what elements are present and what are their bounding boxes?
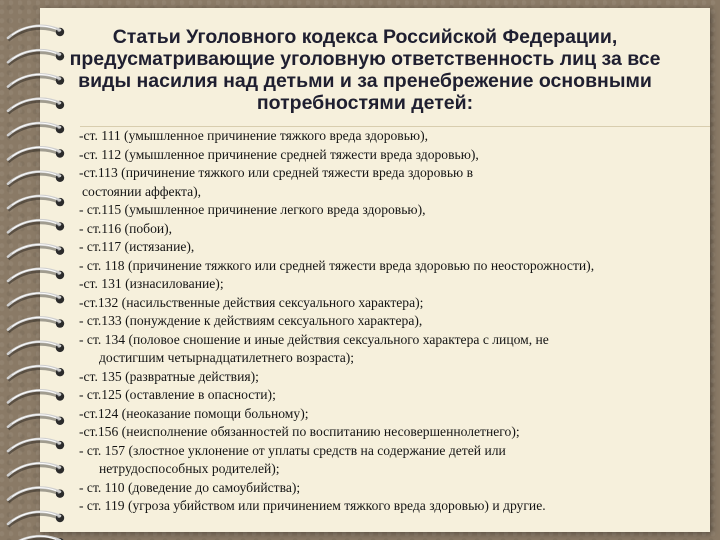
binding-ring	[8, 269, 64, 283]
binding-ring	[8, 147, 64, 161]
page-title: Статьи Уголовного кодекса Российской Федерации, предусматривающие уголовную ответственность лиц за все виды насилия над детьми и за пренебрежение основными потребностями детей:	[69, 26, 661, 114]
list-item: - ст.125 (оставление в опасности);	[79, 387, 276, 402]
binding-ring	[8, 512, 64, 526]
binding-ring	[8, 196, 64, 210]
list-item: - ст. 157 (злостное уклонение от уплаты средств на содержание детей или нетрудоспособных родителей);	[79, 442, 709, 479]
list-item: - ст.117 (истязание),	[79, 239, 195, 254]
article-list	[79, 127, 709, 516]
list-item: - ст. 119 (угроза убийством или причинением тяжкого вреда здоровью) и другие.	[79, 498, 546, 513]
binding-ring	[8, 488, 64, 502]
list-item: - ст.115 (умышленное причинение легкого вреда здоровью),	[79, 202, 426, 217]
binding-ring	[8, 123, 64, 137]
list-item: - ст. 110 (доведение до самоубийства);	[79, 479, 301, 495]
list-item: -ст. 112 (умышленное причинение средней тяжести вреда здоровью),	[79, 146, 479, 162]
list-item: -ст.132 (насильственные действия сексуального характера);	[79, 294, 424, 310]
list-item: - ст. 134 (половое сношение и иные действия сексуального характера с лицом, не достигшим четырнадцатилетнего возраста);	[79, 331, 709, 368]
binding-ring	[8, 439, 64, 453]
list-item: -ст.124 (неоказание помощи больному);	[79, 405, 309, 421]
binding-ring	[8, 342, 64, 356]
list-item-continuation: состоянии аффекта),	[82, 183, 202, 199]
binding-ring	[8, 293, 64, 307]
binding-ring	[8, 366, 64, 380]
binding-ring	[8, 463, 64, 477]
binding-ring	[8, 220, 64, 234]
binding-ring	[8, 536, 64, 540]
list-item: - ст. 118 (причинение тяжкого или средней тяжести вреда здоровью по неосторожности),	[79, 257, 595, 273]
list-item: -ст. 111 (умышленное причинение тяжкого вреда здоровью),	[79, 128, 429, 143]
list-item: -ст. 131 (изнасилование);	[79, 276, 224, 291]
list-item: -ст.156 (неисполнение обязанностей по воспитанию несовершеннолетнего);	[79, 424, 520, 439]
binding-ring	[8, 390, 64, 404]
list-item: - ст.133 (понуждение к действиям сексуального характера),	[79, 313, 423, 328]
binding-ring	[8, 172, 64, 186]
binding-ring	[8, 317, 64, 331]
binding-ring	[8, 415, 64, 429]
list-item-continuation: достигшим четырнадцатилетнего возраста);	[99, 350, 355, 365]
list-item: - ст.116 (побои),	[79, 220, 173, 236]
list-item: -ст.113 (причинение тяжкого или средней тяжести вреда здоровью в	[79, 165, 473, 180]
list-item-continuation: нетрудоспособных родителей);	[99, 461, 280, 476]
binding-ring	[8, 245, 64, 259]
list-item: -ст. 135 (развратные действия);	[79, 368, 259, 384]
